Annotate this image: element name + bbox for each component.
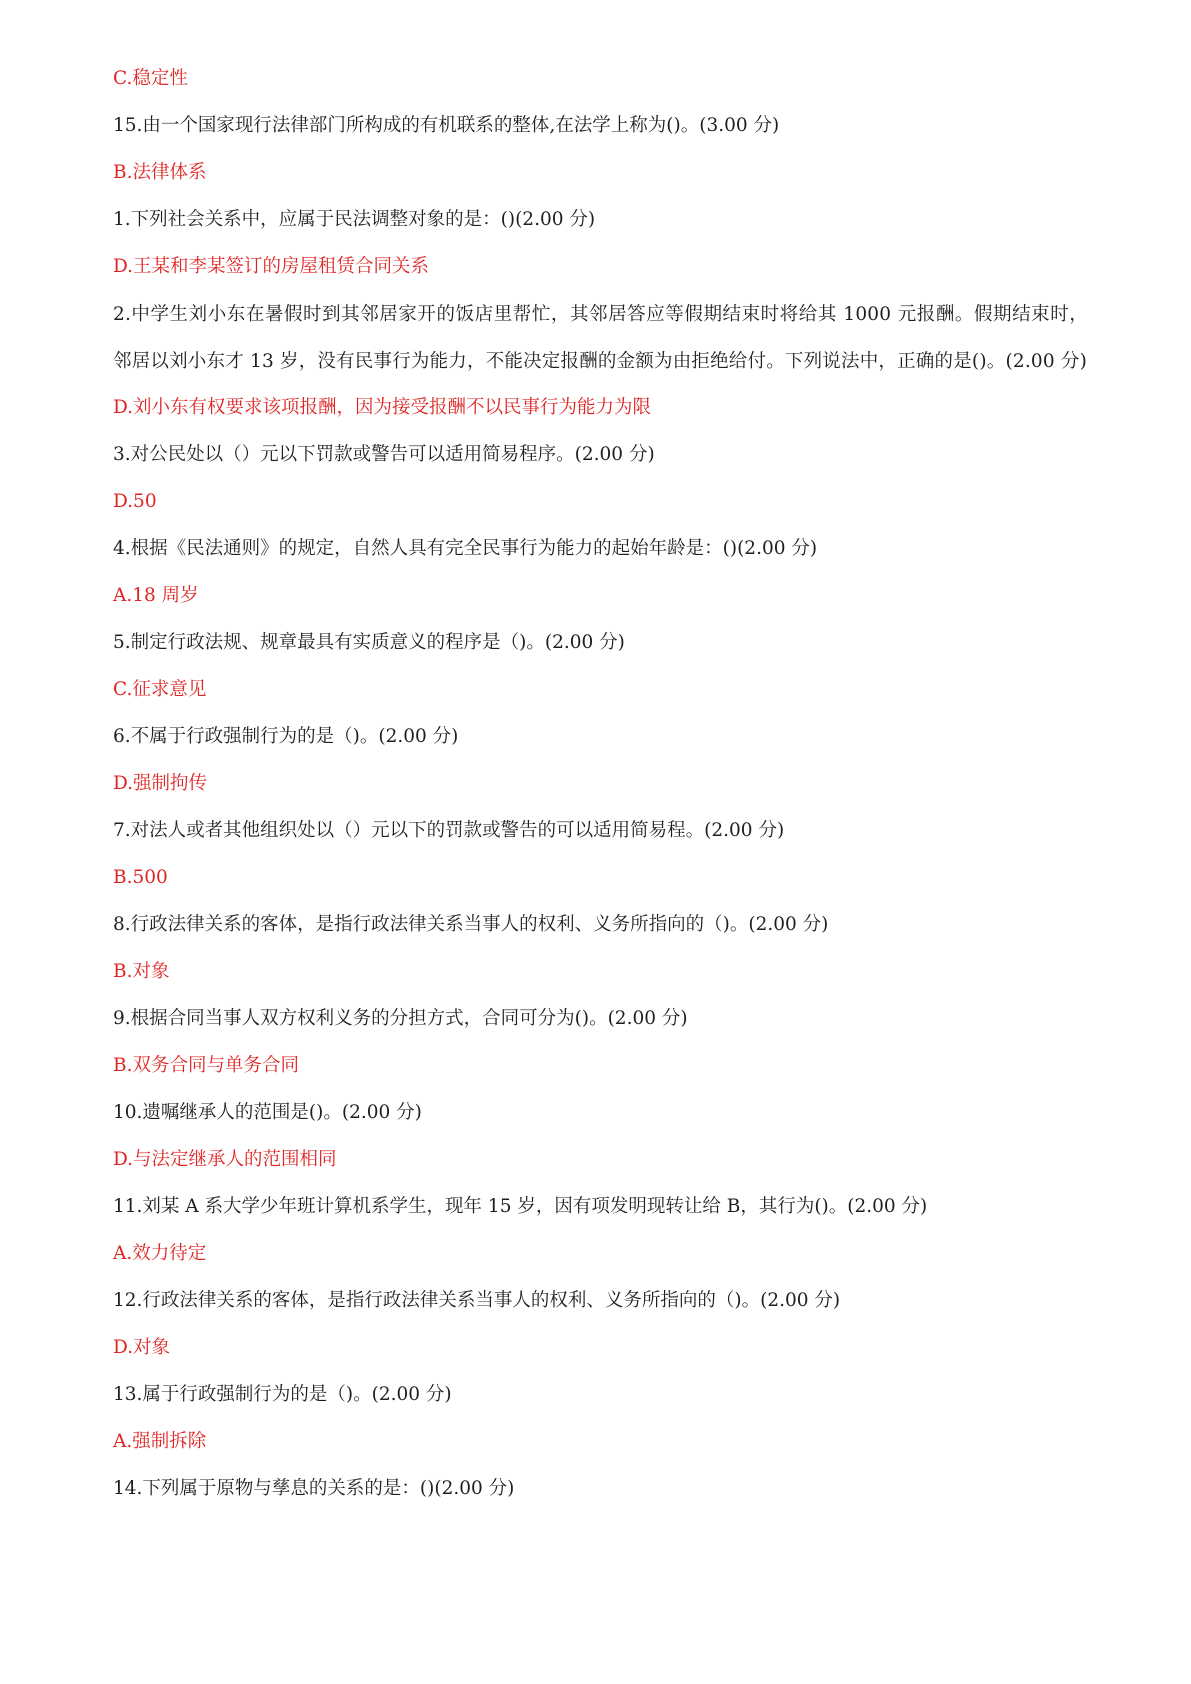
answer-text: A.强制拆除: [113, 1431, 207, 1452]
answer-text: B.法律体系: [113, 162, 207, 183]
question-text: 3.对公民处以（）元以下罚款或警告可以适用简易程序。(2.00 分): [113, 444, 655, 465]
question-text: 4.根据《民法通则》的规定，自然人具有完全民事行为能力的起始年龄是：()(2.00 分): [113, 538, 818, 559]
answer-text: D.与法定继承人的范围相同: [113, 1149, 337, 1170]
question-text: 10.遗嘱继承人的范围是()。(2.00 分): [113, 1102, 422, 1123]
question-text: 13.属于行政强制行为的是（)。(2.00 分): [113, 1384, 452, 1405]
answer-text: B.双务合同与单务合同: [113, 1055, 299, 1076]
answer-text: D.对象: [113, 1337, 171, 1358]
answer-text: B.500: [113, 867, 168, 888]
question-text: 15.由一个国家现行法律部门所构成的有机联系的整体,在法学上称为()。(3.00 分): [113, 115, 780, 136]
question-text: 12.行政法律关系的客体，是指行政法律关系当事人的权利、义务所指向的（)。(2.00 分): [113, 1290, 841, 1311]
question-text: 5.制定行政法规、规章最具有实质意义的程序是（)。(2.00 分): [113, 632, 625, 653]
answer-text: A.18 周岁: [113, 585, 199, 606]
answer-text: D.王某和李某签订的房屋租赁合同关系: [113, 256, 430, 277]
question-text: 14.下列属于原物与孳息的关系的是：()(2.00 分): [113, 1478, 515, 1499]
question-list: [113, 64, 1088, 1521]
question-text: 8.行政法律关系的客体，是指行政法律关系当事人的权利、义务所指向的（)。(2.00 分): [113, 914, 829, 935]
question-text: 7.对法人或者其他组织处以（）元以下的罚款或警告的可以适用简易程。(2.00 分): [113, 820, 785, 841]
answer-text: A.效力待定: [113, 1243, 207, 1264]
question-text: 6.不属于行政强制行为的是（)。(2.00 分): [113, 726, 459, 747]
answer-text: D.50: [113, 491, 157, 512]
question-text: 9.根据合同当事人双方权利义务的分担方式，合同可分为()。(2.00 分): [113, 1008, 688, 1029]
question-text: 1.下列社会关系中，应属于民法调整对象的是：()(2.00 分): [113, 209, 596, 230]
question-text: 11.刘某 A 系大学少年班计算机系学生，现年 15 岁，因有项发明现转让给 B，其行为()。(2.00 分): [113, 1196, 928, 1217]
answer-text: D.刘小东有权要求该项报酬，因为接受报酬不以民事行为能力为限: [113, 397, 652, 418]
answer-text: B.对象: [113, 961, 170, 982]
answer-text: D.强制拘传: [113, 773, 208, 794]
question-text: 2.中学生刘小东在暑假时到其邻居家开的饭店里帮忙，其邻居答应等假期结束时将给其 1000 元报酬。假期结束时，邻居以刘小东才 13 岁，没有民事行为能力，不能决定报酬的金额为由拒绝给付。下列说法中，正确的是()。(2.00 分): [113, 304, 1088, 372]
answer-text: C.稳定性: [113, 68, 188, 89]
answer-text: C.征求意见: [113, 679, 207, 700]
